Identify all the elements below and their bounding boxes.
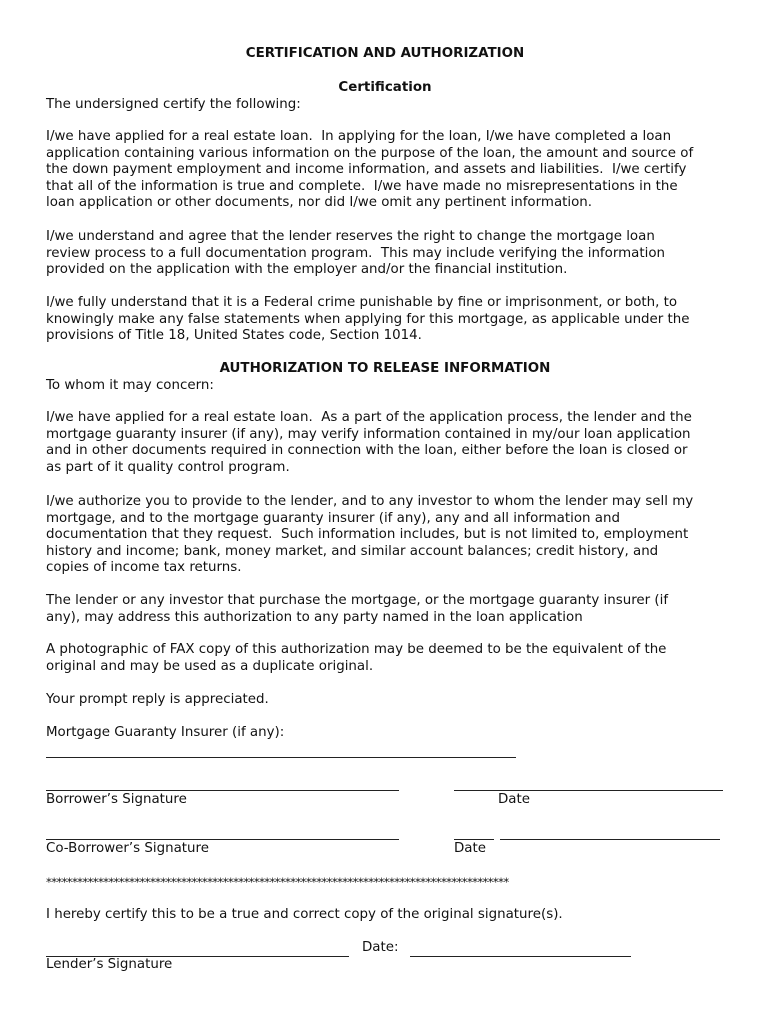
coborrower-date-label: Date — [454, 841, 487, 856]
authorization-paragraph-5: Your prompt reply is appreciated. — [46, 692, 269, 707]
coborrower-signature-label: Co-Borrower’s Signature — [46, 841, 209, 856]
borrower-signature-line[interactable] — [46, 790, 399, 791]
authorization-paragraph-1: I/we have applied for a real estate loan. As a part of the application process, the lender and the mortgage guaranty insurer (if any), may verify information contained in my/our loan application and in other documents required in connection with the loan, either before the loan is closed or as part of it quality control program. — [46, 410, 692, 475]
insurer-field-line[interactable] — [46, 757, 516, 758]
authorization-paragraph-4: A photographic of FAX copy of this authorization may be deemed to be the equivalent of the original and may be used as a duplicate original. — [46, 642, 667, 674]
certification-paragraph-3: I/we fully understand that it is a Federal crime punishable by fine or imprisonment, or both, to knowingly make any false statements when applying for this mortgage, as applicable under the provisions of Title 18, United States code, Section 1014. — [46, 295, 690, 344]
coborrower-date-line-short[interactable] — [454, 839, 494, 840]
certification-heading: Certification — [338, 80, 432, 95]
borrower-date-label: Date — [498, 792, 531, 807]
authorization-heading: AUTHORIZATION TO RELEASE INFORMATION — [219, 361, 551, 376]
separator-line: ***************************************************************************************** — [46, 875, 509, 889]
lender-signature-label: Lender’s Signature — [46, 957, 173, 972]
authorization-paragraph-2: I/we authorize you to provide to the lender, and to any investor to whom the lender may sell my mortgage, and to the mortgage guaranty insurer (if any), any and all information and documentation that they request. Such information includes, but is not limited to, employment history and income; bank, money market, and similar account balances; credit history, and copies of income tax returns. — [46, 494, 694, 576]
lender-date-line[interactable] — [410, 956, 631, 957]
coborrower-signature-line[interactable] — [46, 839, 399, 840]
certification-intro: The undersigned certify the following: — [46, 97, 301, 112]
lender-date-label: Date: — [362, 940, 399, 955]
authorization-paragraph-3: The lender or any investor that purchase the mortgage, or the mortgage guaranty insurer (if any), may address this authorization to any party named in the loan application — [46, 593, 669, 625]
coborrower-date-line[interactable] — [500, 839, 720, 840]
authorization-salutation: To whom it may concern: — [46, 378, 214, 393]
borrower-signature-label: Borrower’s Signature — [46, 792, 187, 807]
certification-paragraph-2: I/we understand and agree that the lender reserves the right to change the mortgage loan review process to a full documentation program. This may include verifying the information provided on the application with the employer and/or the financial institution. — [46, 229, 666, 278]
insurer-label: Mortgage Guaranty Insurer (if any): — [46, 725, 285, 740]
borrower-date-line[interactable] — [454, 790, 723, 791]
document-title: CERTIFICATION AND AUTHORIZATION — [245, 46, 525, 61]
certify-statement: I hereby certify this to be a true and correct copy of the original signature(s). — [46, 907, 563, 922]
certification-paragraph-1: I/we have applied for a real estate loan. In applying for the loan, I/we have completed a loan application containing various information on the purpose of the loan, the amount and source of the down payment employment and income information, and assets and liabilities. I/we certify that all of the information is true and complete. I/we have made no misrepresentations in the loan application or other documents, nor did I/we omit any pertinent information. — [46, 129, 694, 211]
